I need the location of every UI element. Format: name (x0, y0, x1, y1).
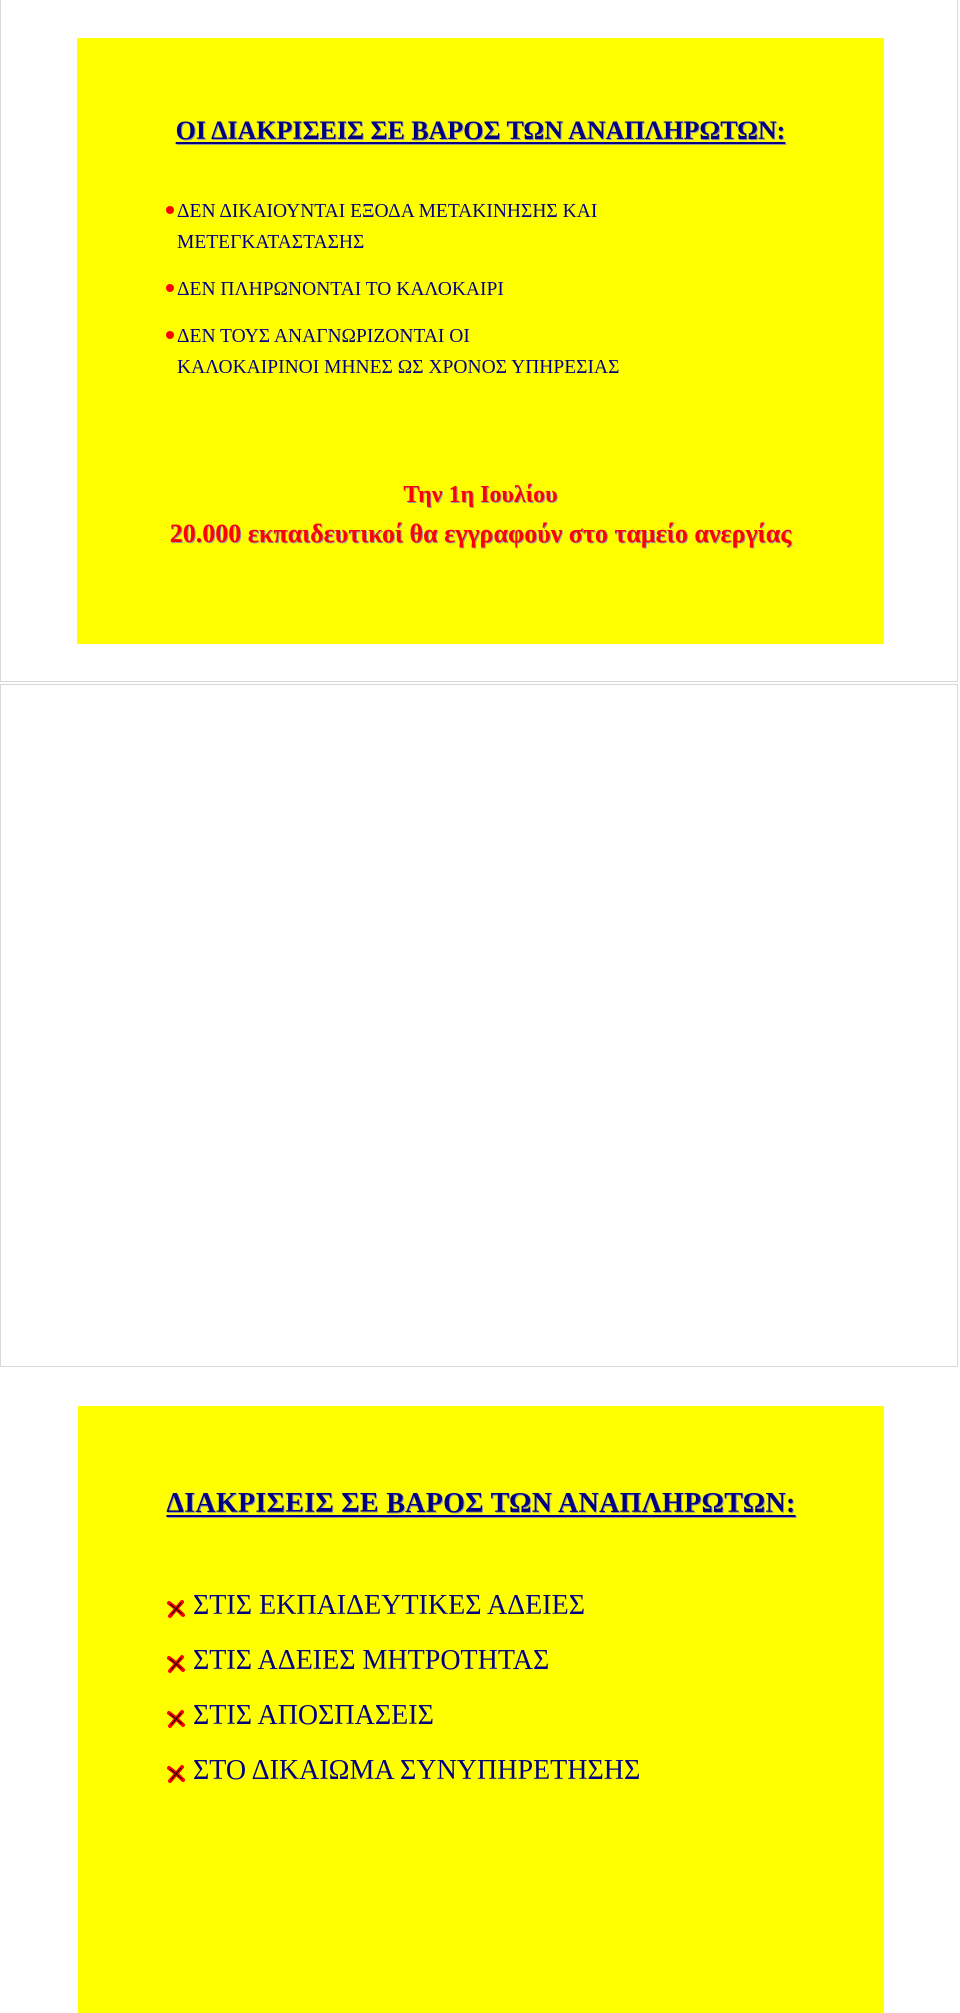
page-frame-1 (0, 0, 958, 682)
list-item-line: ΔΕΝ ΤΟΥΣ ΑΝΑΓΝΩΡΙΖΟΝΤΑΙ ΟΙ (177, 326, 470, 347)
list-item (166, 1751, 640, 1806)
slide-2-title: ΔΙΑΚΡΙΣΕΙΣ ΣΕ ΒΑΡΟΣ ΤΩΝ ΑΝΑΠΛΗΡΩΤΩΝ: (166, 1488, 796, 1519)
red-dot-bullet-icon (166, 206, 174, 214)
list-item-label: ΣΤΙΣ ΕΚΠΑΙΔΕΥΤΙΚΕΣ ΑΔΕΙΕΣ (193, 1590, 585, 1621)
list-item-label: ΣΤΙΣ ΑΠΟΣΠΑΣΕΙΣ (193, 1700, 434, 1731)
list-item (173, 321, 863, 383)
red-dot-bullet-icon (166, 331, 174, 339)
x-mark-icon (166, 1654, 186, 1674)
page-frame-2 (0, 684, 958, 1786)
list-item (173, 274, 863, 305)
list-item-label: ΣΤΟ ΔΙΚΑΙΩΜΑ ΣΥΝΥΠΗΡΕΤΗΣΗΣ (193, 1755, 641, 1786)
x-mark-icon (166, 1599, 186, 1619)
slide-2-item-list (166, 1586, 640, 1806)
list-item (166, 1641, 640, 1696)
list-item (166, 1586, 640, 1641)
list-item-line: ΔΕΝ ΠΛΗΡΩΝΟΝΤΑΙ ΤΟ ΚΑΛΟΚΑΙΡΙ (177, 279, 504, 300)
list-item-line: ΜΕΤΕΓΚΑΤΑΣΤΑΣΗΣ (177, 232, 365, 253)
list-item-line: ΔΕΝ ΔΙΚΑΙΟΥΝΤΑΙ ΕΞΟΔΑ ΜΕΤΑΚΙΝΗΣΗΣ ΚΑΙ (177, 201, 598, 222)
list-item (166, 1696, 640, 1751)
list-item (173, 196, 863, 258)
announcement-text: 20.000 εκπαιδευτικοί θα εγγραφούν στο ταμείο ανεργίας (169, 519, 792, 548)
slide-2 (78, 1406, 884, 2013)
slide-1 (77, 38, 884, 644)
slide-1-bullet-list (173, 196, 863, 383)
x-mark-icon (166, 1764, 186, 1784)
slide-1-title: ΟΙ ΔΙΑΚΡΙΣΕΙΣ ΣΕ ΒΑΡΟΣ ΤΩΝ ΑΝΑΠΛΗΡΩΤΩΝ: (175, 116, 786, 145)
red-dot-bullet-icon (166, 284, 174, 292)
list-item-label: ΣΤΙΣ ΑΔΕΙΕΣ ΜΗΤΡΟΤΗΤΑΣ (193, 1645, 550, 1676)
announcement-date: Την 1η Ιουλίου (403, 482, 558, 508)
x-mark-icon (166, 1709, 186, 1729)
list-item-line: ΚΑΛΟΚΑΙΡΙΝΟΙ ΜΗΝΕΣ ΩΣ ΧΡΟΝΟΣ ΥΠΗΡΕΣΙΑΣ (177, 357, 620, 378)
